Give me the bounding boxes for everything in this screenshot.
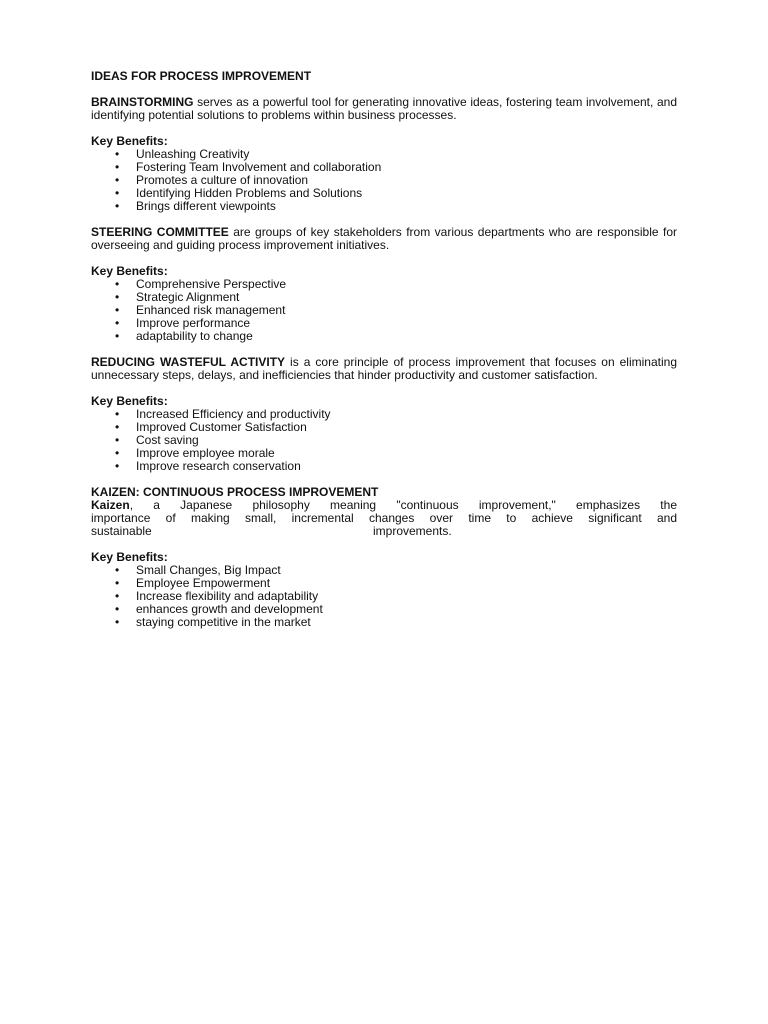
list-item: • Improve employee morale — [136, 447, 677, 460]
kaizen-line-1-text: , a Japanese philosophy meaning "continuous improvement," emphasizes the — [129, 498, 677, 512]
kaizen-benefits-list — [91, 564, 677, 629]
kaizen-benefits-heading: Key Benefits: — [91, 550, 168, 564]
reducing-waste-paragraph — [91, 356, 677, 382]
document-title: IDEAS FOR PROCESS IMPROVEMENT — [91, 69, 312, 83]
steering-committee-text: are groups of key stakeholders from various departments who are responsible for overseeing and guiding process improvement initiatives. — [91, 225, 677, 252]
reducing-waste-term: REDUCING WASTEFUL ACTIVITY — [91, 355, 286, 369]
list-item: • Fostering Team Involvement and collaboration — [136, 161, 677, 174]
kaizen-paragraph — [91, 499, 677, 538]
brainstorming-text: serves as a powerful tool for generating innovative ideas, fostering team involvement, and identifying potential solutions to problems within business processes. — [91, 95, 677, 122]
list-item: • staying competitive in the market — [136, 616, 677, 629]
list-item: • Enhanced risk management — [136, 304, 677, 317]
brainstorming-benefits-heading: Key Benefits: — [91, 134, 168, 148]
kaizen-line-2: importance of making small, incremental changes over time to achieve significant and — [91, 511, 677, 525]
list-item: • adaptability to change — [136, 330, 677, 343]
reducing-waste-text: is a core principle of process improvement that focuses on eliminating unnecessary steps, delays, and inefficiencies that hinder productivity and customer satisfaction. — [91, 355, 677, 382]
list-item: • Promotes a culture of innovation — [136, 174, 677, 187]
kaizen-line-3-word-b: improvements. — [373, 524, 452, 538]
kaizen-line-3 — [91, 525, 677, 538]
list-item: • Unleashing Creativity — [136, 148, 677, 161]
reducing-waste-benefits-heading: Key Benefits: — [91, 394, 168, 408]
reducing-waste-benefits-list — [91, 408, 677, 473]
list-item: • Comprehensive Perspective — [136, 278, 677, 291]
list-item: • Identifying Hidden Problems and Solutions — [136, 187, 677, 200]
list-item: • Improved Customer Satisfaction — [136, 421, 677, 434]
kaizen-line-3-word-a: sustainable — [91, 524, 152, 538]
brainstorming-paragraph — [91, 96, 677, 122]
steering-committee-paragraph — [91, 226, 677, 252]
list-item: • Strategic Alignment — [136, 291, 677, 304]
brainstorming-benefits-list — [91, 148, 677, 213]
steering-committee-term: STEERING COMMITTEE — [91, 225, 229, 239]
list-item: • Cost saving — [136, 434, 677, 447]
kaizen-term: Kaizen — [91, 498, 130, 512]
list-item: • Improve performance — [136, 317, 677, 330]
list-item: • Brings different viewpoints — [136, 200, 677, 213]
brainstorming-term: BRAINSTORMING — [91, 95, 194, 109]
list-item: • Improve research conservation — [136, 460, 677, 473]
steering-committee-benefits-heading: Key Benefits: — [91, 264, 168, 278]
steering-committee-benefits-list — [91, 278, 677, 343]
list-item: • Increase flexibility and adaptability — [136, 590, 677, 603]
list-item: • Employee Empowerment — [136, 577, 677, 590]
kaizen-heading: KAIZEN: CONTINUOUS PROCESS IMPROVEMENT — [91, 485, 379, 499]
list-item: • Small Changes, Big Impact — [136, 564, 677, 577]
list-item: • enhances growth and development — [136, 603, 677, 616]
list-item: • Increased Efficiency and productivity — [136, 408, 677, 421]
